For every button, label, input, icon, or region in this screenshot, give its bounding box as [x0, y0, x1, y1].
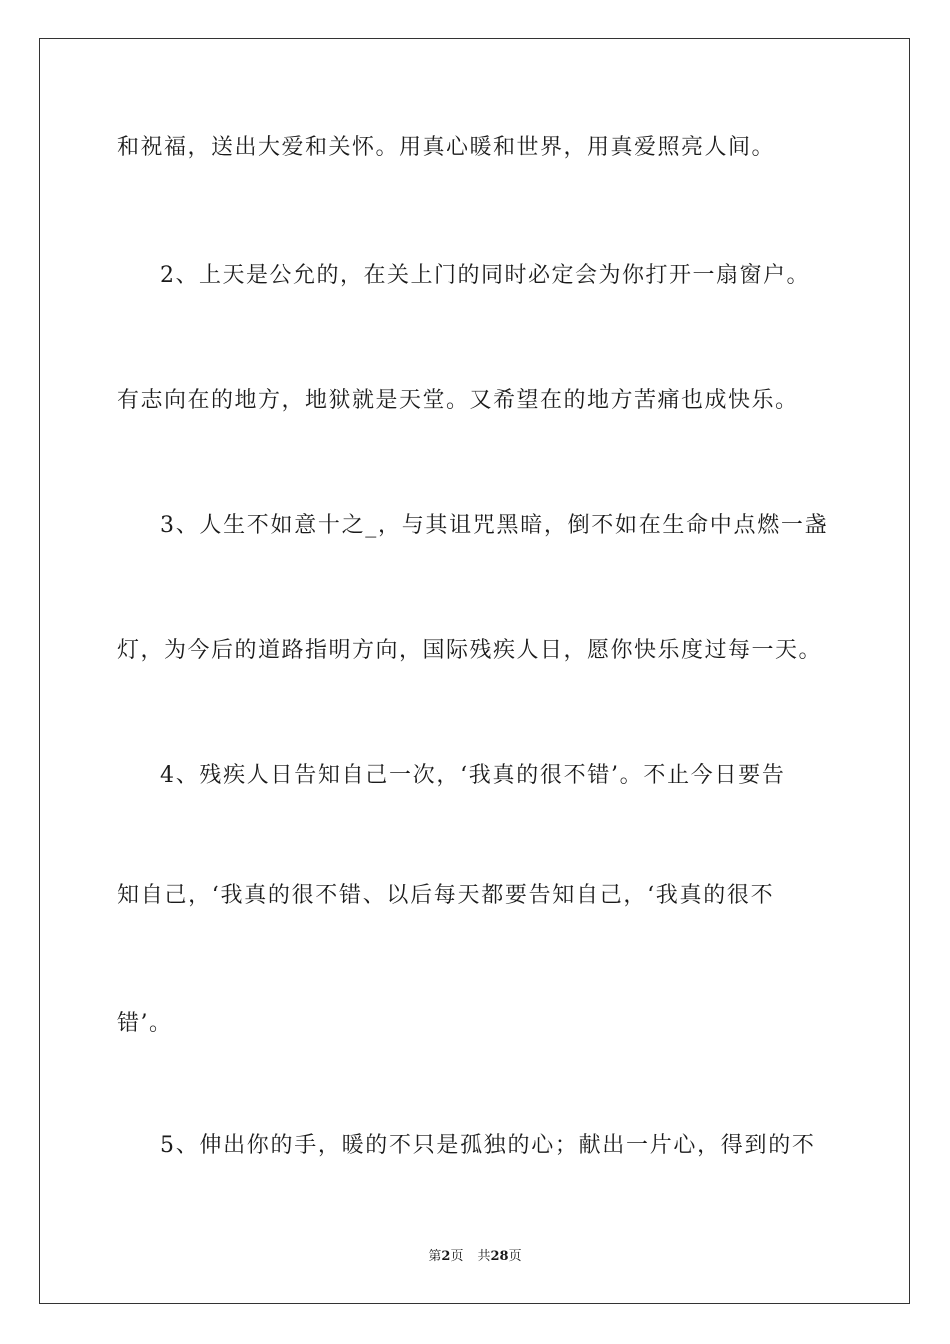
page-number: 2: [441, 1249, 451, 1264]
page-prefix: 第: [428, 1249, 442, 1264]
total-prefix: 共: [477, 1249, 491, 1264]
text-line: 和祝福，送出大爱和关怀。用真心暖和世界，用真爱照亮人间。: [117, 135, 776, 160]
text-line: 2、上天是公允的，在关上门的同时必定会为你打开一扇窗户。: [160, 263, 810, 288]
total-pages: 28: [490, 1249, 509, 1264]
page-suffix: 页: [450, 1249, 464, 1264]
page-border: [39, 38, 910, 1304]
text-line: 4、残疾人日告知自己一次，‘我真的很不错’。不止今日要告: [160, 763, 786, 788]
text-line: 灯，为今后的道路指明方向，国际残疾人日，愿你快乐度过每一天。: [117, 638, 823, 663]
text-line: 有志向在的地方，地狱就是天堂。又希望在的地方苦痛也成快乐。: [117, 388, 799, 413]
text-line: 知自己，‘我真的很不错、以后每天都要告知自己，‘我真的很不: [117, 883, 775, 908]
total-suffix: 页: [508, 1249, 522, 1264]
text-line: 3、人生不如意十之_，与其诅咒黑暗，倒不如在生命中点燃一盏: [160, 513, 829, 538]
text-line: 错’。: [117, 1011, 173, 1036]
page-footer: [0, 1248, 950, 1266]
text-line: 5、伸出你的手，暖的不只是孤独的心；献出一片心，得到的不: [160, 1133, 816, 1158]
